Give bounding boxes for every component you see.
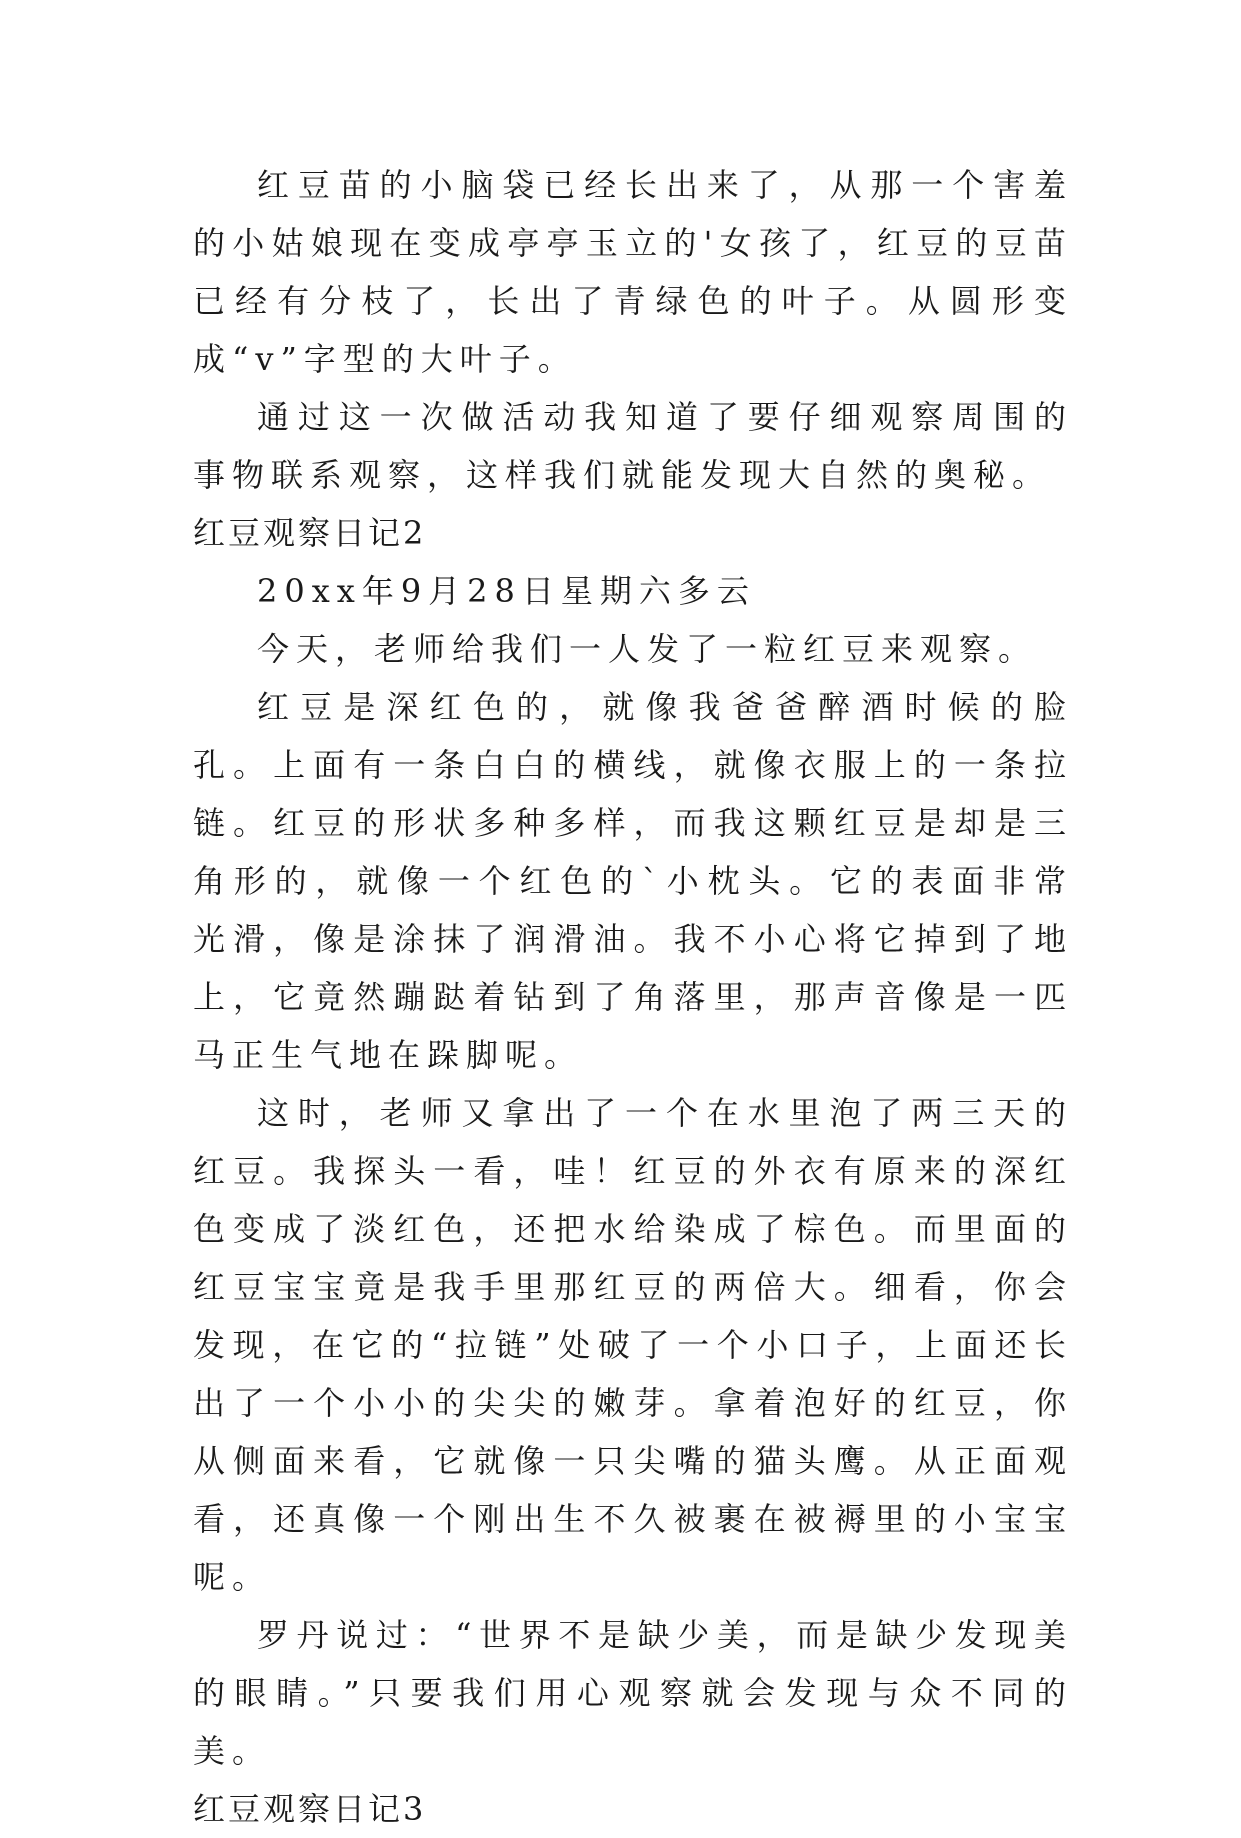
paragraph: 通过这一次做活动我知道了要仔细观察周围的事物联系观察，这样我们就能发现大自然的奥秘。: [193, 398, 1073, 494]
section-heading: 红豆观察日记3: [193, 1790, 427, 1828]
date-line: 20xx年9月28日星期六多云: [257, 572, 756, 610]
paragraph: 罗丹说过：“世界不是缺少美，而是缺少发现美的眼睛。”只要我们用心观察就会发现与众不同的美。: [193, 1616, 1073, 1770]
paragraph: 红豆是深红色的，就像我爸爸醉酒时候的脸孔。上面有一条白白的横线，就像衣服上的一条拉链。红豆的形状多种多样，而我这颗红豆是却是三角形的，就像一个红色的`小枕头。它的表面非常光滑，像是涂抹了润滑油。我不小心将它掉到了地上，它竟然蹦跶着钻到了角落里，那声音像是一匹马正生气地在跺脚呢。: [193, 688, 1073, 1074]
paragraph: 这时，老师又拿出了一个在水里泡了两三天的红豆。我探头一看，哇！红豆的外衣有原来的深红色变成了淡红色，还把水给染成了棕色。而里面的红豆宝宝竟是我手里那红豆的两倍大。细看，你会发现，在它的“拉链”处破了一个小口子，上面还长出了一个小小的尖尖的嫩芽。拿着泡好的红豆，你从侧面来看，它就像一只尖嘴的猫头鹰。从正面观看，还真像一个刚出生不久被裹在被褥里的小宝宝呢。: [193, 1094, 1073, 1596]
section-heading: 红豆观察日记2: [193, 514, 427, 552]
paragraph: 今天，老师给我们一人发了一粒红豆来观察。: [257, 630, 1038, 668]
document-body: [193, 156, 1073, 1838]
paragraph: 红豆苗的小脑袋已经长出来了，从那一个害羞的小姑娘现在变成亭亭玉立的'女孩了，红豆的豆苗已经有分枝了，长出了青绿色的叶子。从圆形变成“v”字型的大叶子。: [193, 166, 1073, 378]
